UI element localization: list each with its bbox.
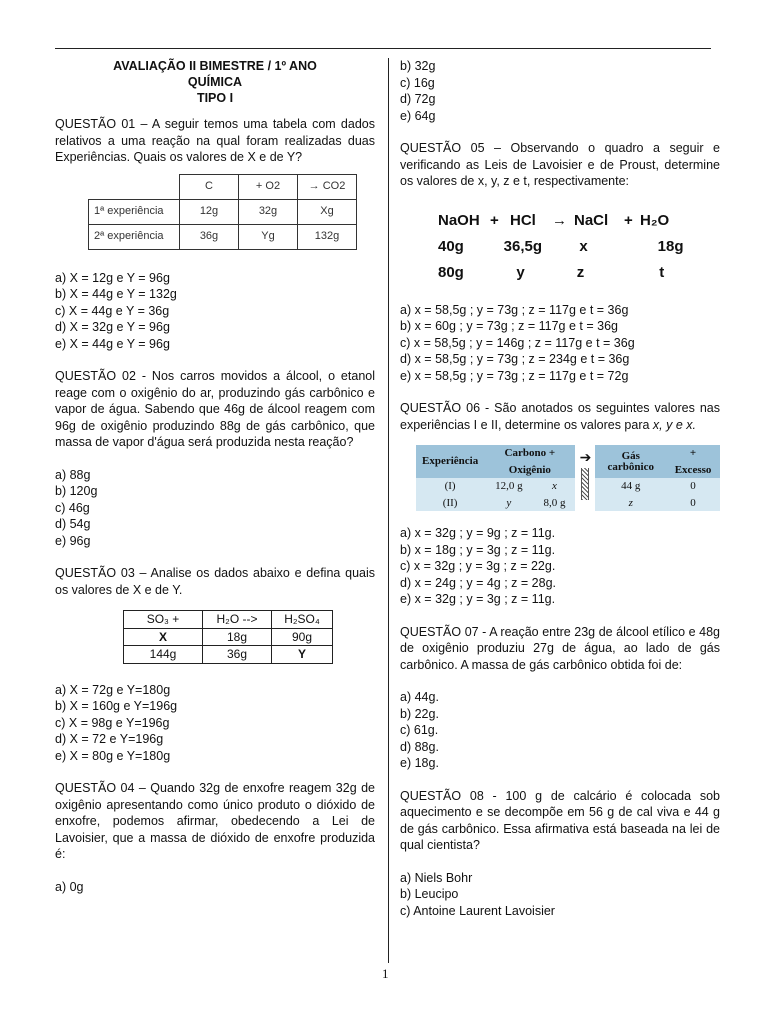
right-column [400, 58, 720, 919]
option-a: a) 0g [55, 879, 84, 894]
option-b: b) x = 60g ; y = 73g ; z = 117g e t = 36g [400, 319, 618, 333]
question-06-options [400, 525, 720, 608]
table-head-c: C [180, 174, 239, 199]
header-line-1: AVALIAÇÃO II BIMESTRE / 1º ANO [113, 59, 317, 73]
question-05-text: QUESTÃO 05 – Observando o quadro a seguir e verificando as Leis de Lavoisier e de Proust, determine os valores de x, y, z e t, respectivamente: [400, 141, 720, 188]
option-b: b) X = 44g e Y = 132g [55, 287, 177, 301]
question-04-options-right [400, 58, 720, 124]
table-row: 1ª experiência 12g 32g Xg [89, 199, 357, 224]
header-line-3: TIPO I [196, 91, 234, 105]
top-rule [55, 48, 711, 49]
option-a: a) x = 58,5g ; y = 73g ; z = 117g e t = 36g [400, 302, 629, 317]
table-row: X 18g 90g [124, 628, 333, 646]
question-05-options [400, 302, 720, 385]
equation-row: 40g 36,5g x 18g [438, 237, 684, 255]
option-d: d) X = 32g e Y = 96g [55, 320, 170, 334]
option-b: b) 22g. [400, 706, 439, 721]
option-d: d) x = 58,5g ; y = 73g ; z = 234g e t = 36g [400, 352, 630, 366]
option-c: c) 46g [55, 500, 90, 515]
option-c: c) Antoine Laurent Lavoisier [400, 903, 555, 918]
option-b: b) 32g [400, 59, 436, 73]
option-c: c) x = 58,5g ; y = 146g ; z = 117g e t = 36g [400, 335, 635, 350]
question-05-equation [438, 208, 720, 286]
exam-header [55, 58, 375, 106]
option-a: a) X = 72g e Y=180g [55, 682, 171, 697]
option-c: c) X = 44g e Y = 36g [55, 303, 170, 318]
table-row: 2ª experiência 36g Yg 132g [89, 224, 357, 249]
option-d: d) x = 24g ; y = 4g ; z = 28g. [400, 575, 556, 590]
option-c: c) X = 98g e Y=196g [55, 715, 170, 730]
option-c: c) 16g [400, 75, 435, 90]
option-b: b) 120g [55, 484, 98, 498]
question-04-options-left [55, 879, 375, 896]
question-06-table: Experiência Carbono + Oxigênio (I) 12,0 g x (II) y 8,0 g ➔ Gás carbônico + Excesso 44 g 0 z 0 [416, 445, 720, 511]
option-c: c) 61g. [400, 723, 439, 737]
option-e: e) X = 44g e Y = 96g [55, 336, 170, 351]
option-a: a) 44g. [400, 690, 439, 704]
reaction-arrow-icon: ➔ [575, 445, 595, 511]
question-03-table: SO₃ + H₂O --> H₂SO₄ X 18g 90g 144g 36g Y [123, 610, 333, 664]
table-row: 144g 36g Y [124, 646, 333, 664]
option-d: d) 72g [400, 92, 436, 106]
question-02-text: QUESTÃO 02 - Nos carros movidos a álcool, o etanol reage com o oxigênio do ar, produzindo gás carbônico e vapor de água. Sabendo que 46g de álcool reagem com 96g de oxigênio produzindo 88g de gás carbônico, que massa de vapor d'água será produzida nesta reação? [55, 369, 375, 449]
question-03-options [55, 682, 375, 765]
option-e: e) 64g [400, 108, 436, 123]
option-e: e) 18g. [400, 756, 439, 770]
option-d: d) X = 72 e Y=196g [55, 732, 164, 746]
option-a: a) x = 32g ; y = 9g ; z = 11g. [400, 526, 556, 540]
table-row: 44 g 0 [595, 478, 720, 495]
equation-row: NaOH + HCl → NaCl + H₂O [438, 211, 670, 229]
option-b: b) X = 160g e Y=196g [55, 699, 178, 713]
question-07-options [400, 689, 720, 772]
question-03-text: QUESTÃO 03 – Analise os dados abaixo e defina quais os valores de X e de Y. [55, 566, 375, 597]
column-divider [388, 58, 389, 963]
table-row: (I) 12,0 g x [416, 478, 575, 495]
table-head-o2: + O2 [239, 174, 298, 199]
question-02-options [55, 467, 375, 550]
option-a: a) X = 12g e Y = 96g [55, 270, 170, 285]
header-line-2: QUÍMICA [187, 75, 243, 89]
equation-row: 80g y z t [438, 263, 665, 281]
option-e: e) x = 58,5g ; y = 73g ; z = 117g e t = 72g [400, 368, 629, 383]
option-d: d) 54g [55, 517, 91, 531]
option-e: e) X = 80g e Y=180g [55, 748, 171, 763]
page-number: 1 [382, 966, 389, 981]
option-a: a) Niels Bohr [400, 870, 473, 885]
table-row: (II) y 8,0 g [416, 495, 575, 512]
table-head-co2: → CO2 [298, 174, 357, 199]
option-e: e) x = 32g ; y = 3g ; z = 11g. [400, 592, 556, 606]
option-b: b) Leucipo [400, 887, 459, 901]
option-e: e) 96g [55, 533, 91, 548]
question-08-text: QUESTÃO 08 - 100 g de calcário é colocada sob aquecimento e se decompõe em 56 g de cal viva e 44 g de gás carbônico. Essa afirmativa está baseada na lei de qual cientista? [400, 788, 720, 852]
option-a: a) 88g [55, 467, 91, 482]
question-04-text: QUESTÃO 04 – Quando 32g de enxofre reagem 32g de oxigênio apresentando como único produto o dióxido de enxofre, podemos afirmar, obedecendo a Lei de Lavoisier, que a massa de dióxido de enxofre produzida é: [55, 781, 375, 861]
question-01-table [88, 174, 357, 250]
question-07-text: QUESTÃO 07 - A reação entre 23g de álcool etílico e 48g de oxigênio produziu 27g de água, ao lado de gás carbônico. A massa de gás carbônico obtida foi de: [400, 624, 720, 672]
option-c: c) x = 32g ; y = 3g ; z = 22g. [400, 559, 556, 573]
table-row: z 0 [595, 495, 720, 512]
option-d: d) 88g. [400, 739, 439, 754]
question-06-text: QUESTÃO 06 - São anotados os seguintes valores nas experiências I e II, determine os valores para x, y e x. [400, 401, 720, 432]
left-column [55, 58, 375, 895]
question-08-options [400, 870, 720, 920]
question-01-options [55, 270, 375, 353]
question-01-text: QUESTÃO 01 – A seguir temos uma tabela com dados relativos a uma reação na qual foram realizadas duas Experiências. Quais os valores de X e de Y? [55, 117, 375, 164]
option-b: b) x = 18g ; y = 3g ; z = 11g. [400, 542, 556, 557]
